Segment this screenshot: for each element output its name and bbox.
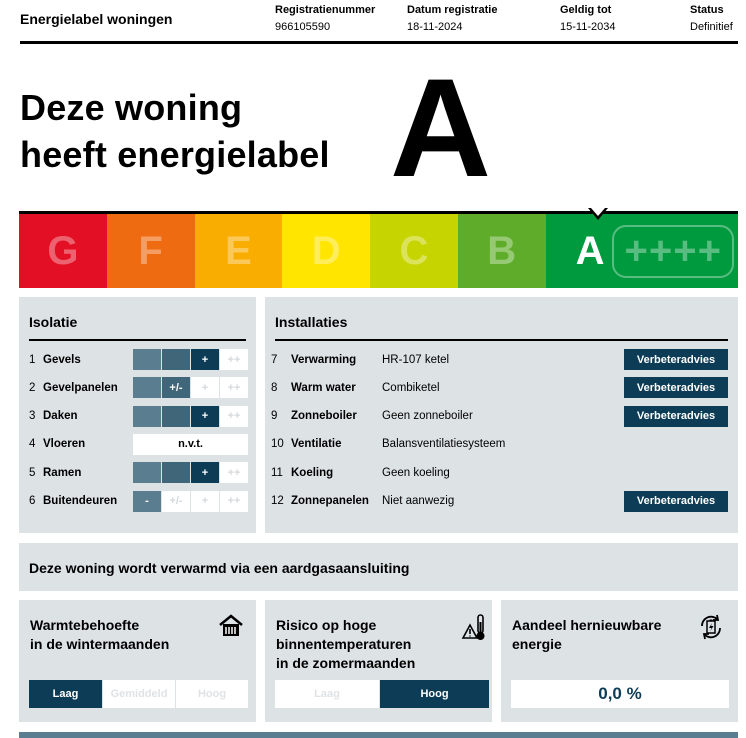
risico-scale xyxy=(275,680,490,708)
rating-cell: + xyxy=(191,406,219,427)
status xyxy=(690,4,733,33)
header-divider xyxy=(20,41,738,44)
installatie-row-ventilatie xyxy=(271,434,729,455)
row-number: 12 xyxy=(271,495,284,507)
scale-letter-f: F xyxy=(138,228,163,273)
row-value: Geen zonneboiler xyxy=(382,410,473,423)
scale-pointer-inner xyxy=(591,208,605,216)
headline xyxy=(20,84,330,178)
rating-cell: ++ xyxy=(220,349,248,370)
scale-letter-c: C xyxy=(399,228,429,273)
energy-label-letter: A xyxy=(390,49,492,206)
row-value: Geen koeling xyxy=(382,466,450,479)
rating-cell xyxy=(133,462,161,483)
registratienummer-label: Registratienummer xyxy=(275,4,376,16)
rating-cell: +/- xyxy=(162,377,190,398)
thermometer-warning-icon xyxy=(461,612,489,642)
warmtebehoefte-title-line-1: Warmtebehoefte xyxy=(30,617,140,633)
plus-indicator: ++++ xyxy=(612,225,733,278)
renewable-battery-icon xyxy=(697,612,725,642)
scale-letter-d: D xyxy=(311,228,341,273)
verbeteradvies-button-verwarming[interactable]: Verbeteradvies xyxy=(624,349,728,370)
rating-nvt: n.v.t. xyxy=(133,434,248,455)
aandeel-title-line-1: Aandeel hernieuwbare xyxy=(512,617,662,633)
verbeteradvies-button-zonnepanelen[interactable]: Verbeteradvies xyxy=(624,491,728,512)
rating-cell xyxy=(133,406,161,427)
isolatie-row-gevelpanelen xyxy=(29,377,118,398)
headline-line-2: heeft energielabel xyxy=(20,134,330,175)
row-number: 7 xyxy=(271,353,278,366)
rating-cell: ++ xyxy=(220,462,248,483)
risico-option-hoog: Hoog xyxy=(380,680,489,708)
warmtebehoefte-option-hoog: Hoog xyxy=(176,680,248,708)
row-label: Koeling xyxy=(291,466,334,479)
isolatie-panel xyxy=(19,297,256,533)
risico-title-line-3: in de zomermaanden xyxy=(276,655,416,671)
rating-cell: +/- xyxy=(162,491,190,512)
isolatie-title: Isolatie xyxy=(29,314,78,330)
risico-title-line-2: binnentemperaturen xyxy=(276,636,412,652)
row-value: Niet aanwezig xyxy=(382,495,455,507)
isolatie-rating-gevels xyxy=(133,349,249,370)
isolatie-row-daken xyxy=(29,406,78,427)
verbeteradvies-button-warm-water[interactable]: Verbeteradvies xyxy=(624,377,728,398)
row-value: Combiketel xyxy=(382,381,440,394)
document-title: Energielabel woningen xyxy=(20,11,173,27)
isolatie-rating-daken xyxy=(133,406,249,427)
isolatie-rating-gevelpanelen xyxy=(133,377,249,398)
warmtebehoefte-title xyxy=(30,616,169,654)
row-label: Zonnepanelen xyxy=(291,495,369,507)
risico-title-line-1: Risico op hoge xyxy=(276,617,377,633)
rating-cell: ++ xyxy=(220,491,248,512)
energy-label-scale xyxy=(19,211,738,288)
row-number: 4 xyxy=(29,438,36,451)
rating-cell: + xyxy=(191,462,219,483)
aandeel-title xyxy=(512,616,661,654)
registratienummer xyxy=(275,4,375,33)
row-number: 3 xyxy=(29,410,36,423)
rating-cell xyxy=(133,377,161,398)
row-number: 1 xyxy=(29,353,36,366)
scale-class-c xyxy=(370,214,458,288)
geldig-tot-label: Geldig tot xyxy=(560,4,612,16)
isolatie-rating-ramen xyxy=(133,462,249,483)
verbeteradvies-button-zonneboiler[interactable]: Verbeteradvies xyxy=(624,406,728,427)
isolatie-row-ramen xyxy=(29,462,81,483)
rating-cell: ++ xyxy=(220,377,248,398)
row-number: 10 xyxy=(271,438,284,451)
row-label: Daken xyxy=(43,410,78,423)
row-number: 2 xyxy=(29,381,36,394)
aandeel-title-line-2: energie xyxy=(512,636,562,652)
row-label: Zonneboiler xyxy=(291,410,357,423)
warmtebehoefte-scale xyxy=(29,680,249,708)
row-value: HR-107 ketel xyxy=(382,353,450,366)
rating-cell xyxy=(162,406,190,427)
row-label: Gevelpanelen xyxy=(43,381,118,394)
status-value: Definitief xyxy=(690,21,733,33)
row-number: 11 xyxy=(271,466,283,479)
row-label: Verwarming xyxy=(291,353,357,366)
risico-title xyxy=(276,616,415,673)
installaties-panel xyxy=(265,297,738,533)
warmtebehoefte-option-gemiddeld: Gemiddeld xyxy=(103,680,175,708)
scale-letter-b: B xyxy=(487,228,517,273)
datum-registratie xyxy=(407,4,497,33)
row-label: Gevels xyxy=(43,353,81,366)
warmtebehoefte-card xyxy=(19,600,256,722)
aandeel-card xyxy=(501,600,738,722)
row-label: Buitendeuren xyxy=(43,495,118,507)
isolatie-rating-vloeren xyxy=(133,434,249,455)
datum-registratie-value: 18-11-2024 xyxy=(407,21,463,33)
scale-class-g xyxy=(19,214,107,288)
geldig-tot-value: 15-11-2034 xyxy=(560,21,616,33)
headline-line-1: Deze woning xyxy=(20,87,243,128)
row-value: Balansventilatiesysteem xyxy=(382,438,506,451)
status-label: Status xyxy=(690,4,724,16)
scale-letter-a: A xyxy=(575,228,605,273)
rating-cell xyxy=(162,349,190,370)
heating-note: Deze woning wordt verwarmd via een aardgasaansluiting xyxy=(19,543,738,591)
installaties-divider xyxy=(275,339,728,341)
rating-cell: + xyxy=(191,491,219,512)
isolatie-row-gevels xyxy=(29,349,81,370)
risico-option-laag: Laag xyxy=(275,680,379,708)
row-number: 6 xyxy=(29,495,36,507)
row-number: 5 xyxy=(29,466,36,479)
rating-cell: - xyxy=(133,491,161,512)
installaties-title: Installaties xyxy=(275,314,348,330)
scale-letter-g: G xyxy=(47,228,79,273)
rating-cell xyxy=(133,349,161,370)
warmtebehoefte-option-laag: Laag xyxy=(29,680,102,708)
warmtebehoefte-title-line-2: in de wintermaanden xyxy=(30,636,170,652)
installatie-row-koeling xyxy=(271,462,729,483)
datum-registratie-label: Datum registratie xyxy=(407,4,498,16)
scale-class-a xyxy=(546,214,738,288)
row-number: 9 xyxy=(271,410,278,423)
row-label: Ventilatie xyxy=(291,438,342,451)
isolatie-rating-buitendeuren xyxy=(133,491,249,512)
house-heat-icon xyxy=(217,612,245,642)
isolatie-row-vloeren xyxy=(29,434,85,455)
scale-letter-e: E xyxy=(225,228,252,273)
scale-class-d xyxy=(282,214,370,288)
isolatie-row-buitendeuren xyxy=(29,491,117,512)
aandeel-value: 0,0 % xyxy=(511,680,729,708)
rating-cell xyxy=(162,462,190,483)
row-label: Vloeren xyxy=(43,438,86,451)
rating-cell: + xyxy=(191,377,219,398)
risico-card xyxy=(265,600,492,722)
registratienummer-value: 966105590 xyxy=(275,21,331,33)
geldig-tot xyxy=(560,4,615,33)
scale-class-b xyxy=(458,214,546,288)
scale-class-e xyxy=(195,214,283,288)
isolatie-divider xyxy=(29,339,246,341)
bottom-bar xyxy=(19,732,738,738)
row-label: Warm water xyxy=(291,381,356,394)
rating-cell: ++ xyxy=(220,406,248,427)
rating-cell: + xyxy=(191,349,219,370)
row-number: 8 xyxy=(271,381,278,394)
scale-class-f xyxy=(107,214,195,288)
row-label: Ramen xyxy=(43,466,82,479)
